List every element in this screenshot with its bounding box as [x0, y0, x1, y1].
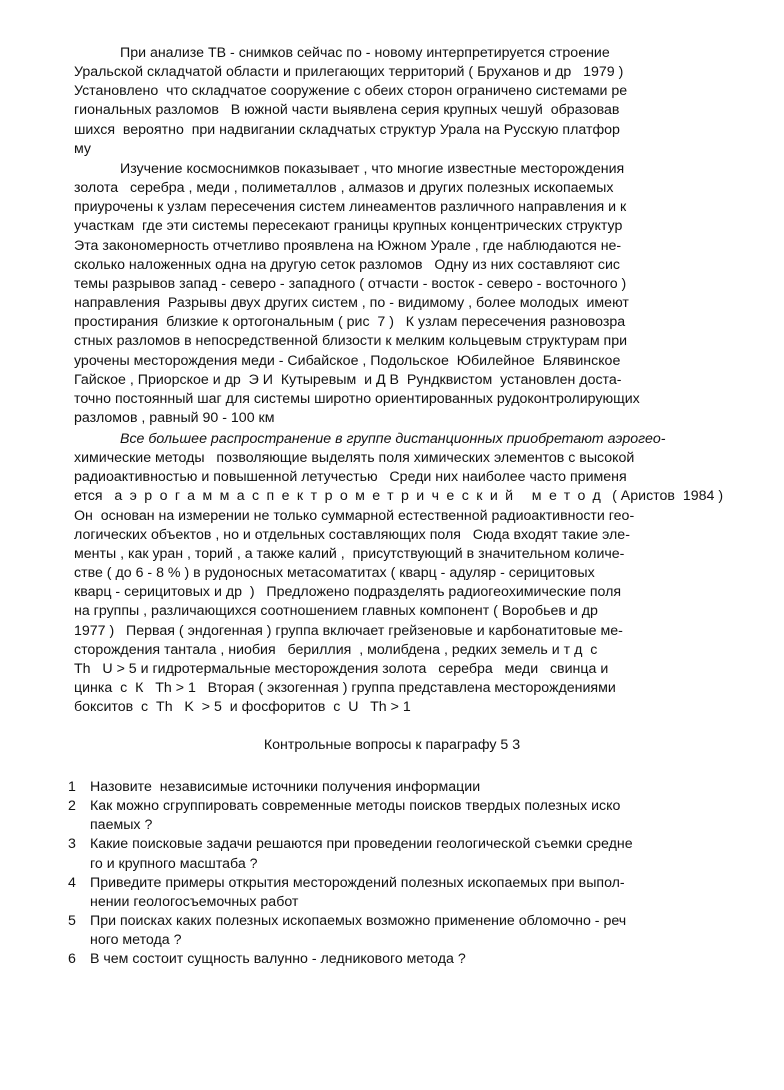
text-line: логических объектов , но и отдельных составляющих поля Сюда входят такие эле- — [74, 526, 630, 543]
text-line: участкам где эти системы пересекают границы крупных концентрических структур — [74, 218, 623, 235]
text-line: простирания близкие к ортогональным ( рис 7 ) К узлам пересечения разновозра — [74, 314, 626, 331]
question-text: В чем состоит сущность валунно - ледникового метода ? — [90, 951, 466, 968]
text-fragment: ( Аристов 1984 ) — [612, 488, 724, 505]
text-line: на группы , различающихся соотношением главных компонент ( Воробьев и др — [74, 603, 598, 620]
text-line: 1977 ) Первая ( эндогенная ) группа включает грейзеновые и карбонатитовые ме- — [74, 622, 623, 639]
text-line: сколько наложенных одна на другую сеток разломов Одну из них составляют сис — [74, 256, 620, 273]
paragraph-tv-images — [74, 44, 724, 159]
text-line: точно постоянный шаг для системы широтно ориентированных рудоконтролирующих — [74, 390, 640, 407]
question-number: 2 — [68, 798, 76, 815]
questions-list — [68, 778, 728, 970]
text-line: шихся вероятно при надвигании складчатых структур Урала на Русскую платфор — [74, 121, 620, 138]
section-heading: Контрольные вопросы к параграфу 5 3 — [263, 737, 521, 753]
question-text: Приведите примеры открытия месторождений полезных ископаемых при выпол- — [90, 874, 625, 891]
text-line: кварц - серицитовых и др ) Предложено подразделять радиогеохимические поля — [74, 584, 622, 601]
question-item — [68, 797, 728, 835]
question-text: Назовите независимые источники получения информации — [90, 779, 481, 795]
text-line: гиональных разломов В южной части выявлена серия крупных чешуй образовав — [74, 102, 620, 119]
text-line: При анализе ТВ - снимков сейчас по - новому интерпретируется строение — [120, 45, 610, 61]
question-text: При поисках каких полезных ископаемых возможно применение обломочно - реч — [90, 913, 627, 930]
text-line: Th U > 5 и гидротермальные месторождения золота серебра меди свинца и — [74, 660, 609, 677]
question-number: 5 — [68, 913, 76, 930]
question-number: 3 — [68, 836, 76, 853]
question-number: 6 — [68, 951, 76, 968]
question-text: Какие поисковые задачи решаются при проведении геологической съемки средне — [90, 836, 633, 853]
question-item — [68, 912, 728, 950]
text-line: бокситов с Th K > 5 и фосфоритов с U Th > 1 — [74, 699, 411, 716]
text-line: Эта закономерность отчетливо проявлена на Южном Урале , где наблюдаются не- — [74, 237, 622, 254]
text-line: приурочены к узлам пересечения систем линеаментов различного направления и к — [74, 199, 627, 216]
question-item — [68, 874, 728, 912]
paragraph-aerogeochemical — [74, 430, 724, 717]
text-line: Гайское , Приорское и др Э И Кутыревым и Д В Рундквистом установлен доста- — [74, 371, 622, 388]
text-fragment: ется — [74, 488, 103, 505]
text-line: радиоактивностью и повышенной летучестью Среди них наиболее часто применя — [74, 469, 627, 486]
text-line: цинка с К Th > 1 Вторая ( экзогенная ) группа представлена месторождениями — [74, 680, 616, 697]
text-line: стве ( до 6 - 8 % ) в рудоносных метасоматитах ( кварц - адуляр - серицитовых — [74, 565, 595, 582]
spaced-term: аэрогаммаспектрометрический метод — [114, 488, 609, 505]
text-line: разломов , равный 90 - 100 км — [74, 410, 275, 427]
text-line: золота серебра , меди , полиметаллов , алмазов и других полезных ископаемых — [74, 180, 614, 197]
text-line: сторождения тантала , ниобия бериллия , молибдена , редких земель и т д с — [74, 641, 598, 658]
question-text: го и крупного масштаба ? — [90, 855, 258, 872]
question-number: 1 — [68, 779, 76, 795]
question-text: паемых ? — [90, 817, 153, 834]
question-item — [68, 835, 728, 873]
text-line: урочены месторождения меди - Сибайское , Подольское Юбилейное Блявинское — [74, 352, 621, 369]
question-item — [68, 778, 728, 797]
text-line: Он основан на измерении не только суммарной естественной радиоактивности гео- — [74, 507, 635, 524]
text-line: направления Разрывы двух других систем , по - видимому , более молодых имеют — [74, 295, 629, 312]
text-line-spaced — [74, 487, 724, 506]
text-line: стных разломов в непосредственной близости к мелким кольцевым структурам при — [74, 333, 628, 350]
question-text: Как можно сгруппировать современные методы поисков твердых полезных иско — [90, 798, 621, 815]
text-line: Все большее распространение в группе дистанционных приобретают аэрогео- — [120, 431, 666, 447]
text-line: темы разрывов запад - северо - западного ( отчасти - восток - северо - восточного ) — [74, 275, 627, 292]
question-number: 4 — [68, 874, 76, 891]
text-line: му — [74, 140, 92, 157]
question-text: нении геологосъемочных работ — [90, 893, 299, 910]
question-item — [68, 950, 728, 969]
text-line: Изучение космоснимков показывает , что многие известные месторождения — [120, 161, 625, 177]
question-text: ного метода ? — [90, 932, 182, 949]
text-line: химические методы позволяющие выделять поля химических элементов с высокой — [74, 450, 635, 467]
paragraph-space-images — [74, 160, 724, 428]
text-line: менты , как уран , торий , а также калий , присутствующий в значительном количе- — [74, 545, 625, 562]
text-line: Установлено что складчатое сооружение с обеих сторон ограничено системами ре — [74, 83, 628, 100]
text-line: Уральской складчатой области и прилегающих территорий ( Бруханов и др 1979 ) — [74, 64, 624, 81]
